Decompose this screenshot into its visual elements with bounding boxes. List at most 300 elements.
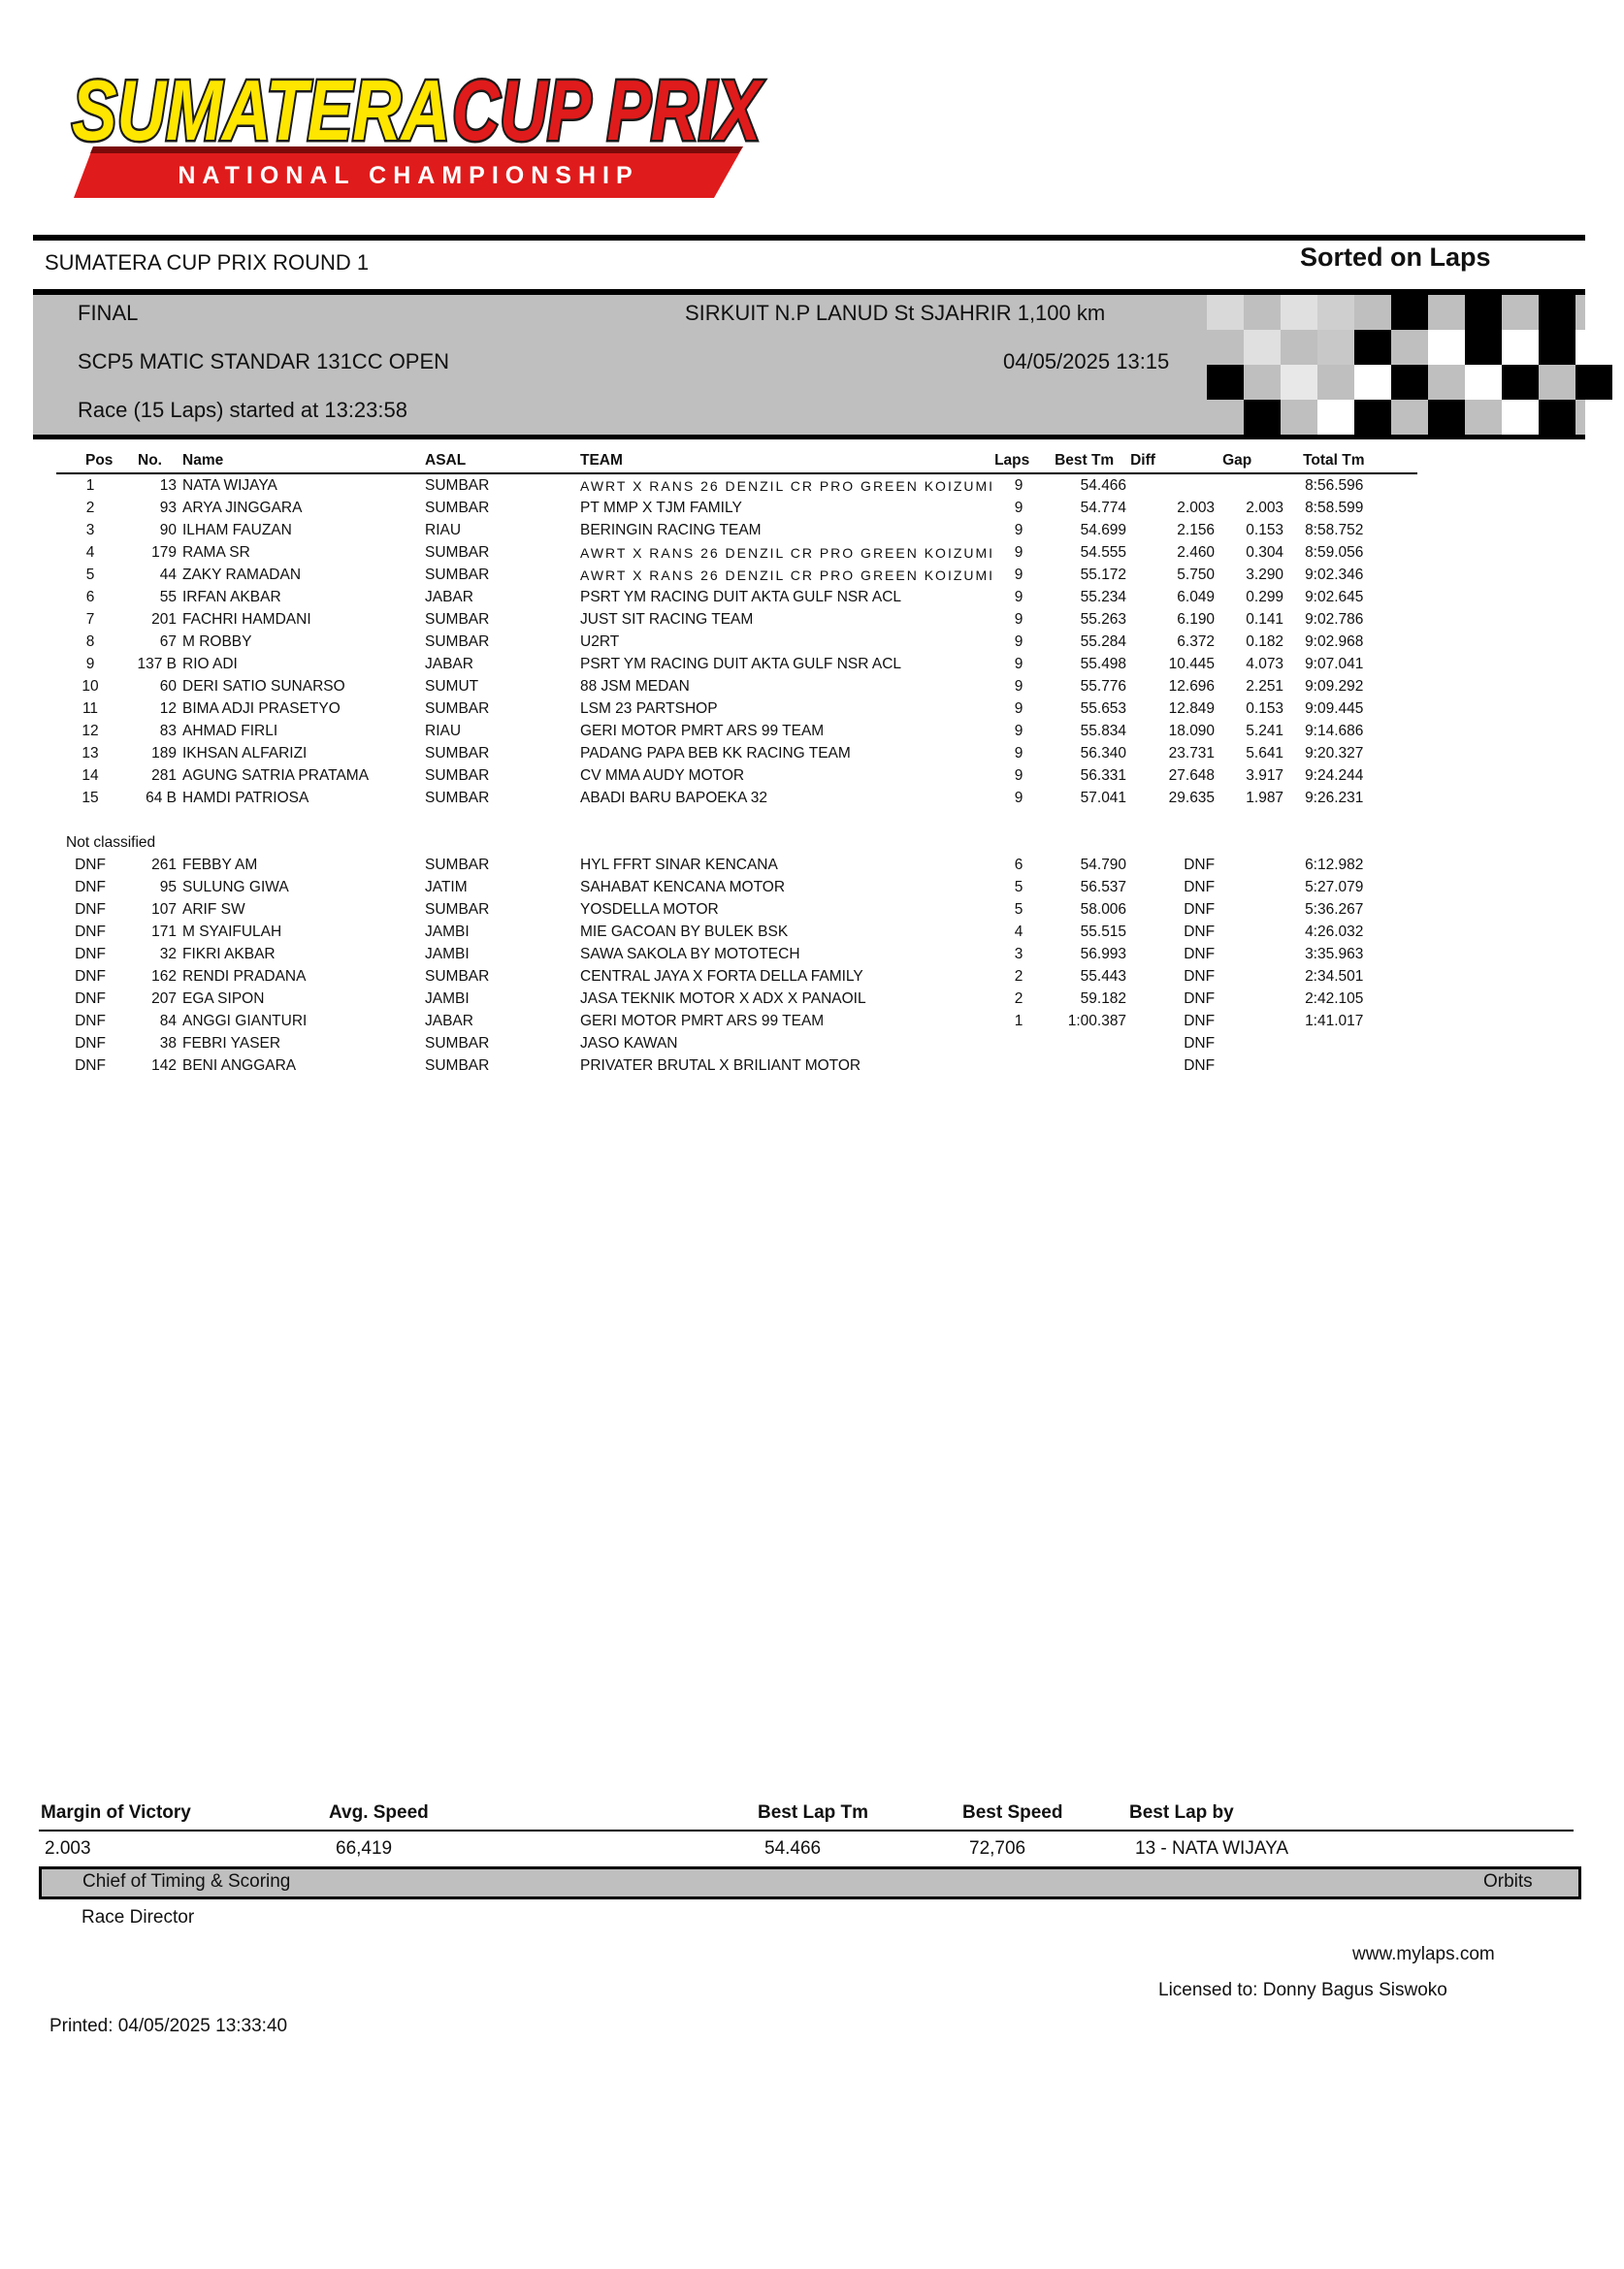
cell-diff: 12.849 [1168, 699, 1216, 717]
cell-laps: 9 [1014, 677, 1023, 695]
cell-team: AWRT X RANS 26 DENZIL CR PRO GREEN KOIZUMI [580, 567, 995, 583]
cell-asal: SUMBAR [425, 543, 490, 561]
cell-diff: DNF [1184, 1012, 1216, 1029]
cell-asal: SUMBAR [425, 610, 490, 628]
cell-gap: 0.299 [1246, 588, 1284, 605]
cell-laps: 9 [1014, 789, 1023, 806]
margin-label: Margin of Victory [41, 1802, 191, 1823]
cell-pos: DNF [75, 878, 106, 895]
cell-gap [1222, 921, 1295, 943]
cell-total-time: 4:26.032 [1305, 923, 1364, 940]
cell-gap [1222, 1054, 1295, 1077]
cell-total-time: 9:09.292 [1305, 677, 1364, 695]
not-classified-section [56, 809, 1417, 854]
cell-no: 201 [151, 610, 177, 628]
margin-value: 2.003 [45, 1838, 91, 1859]
cell-name: ARYA JINGGARA [182, 499, 303, 516]
cell-total-time: 8:58.599 [1305, 499, 1364, 516]
cell-asal: SUMBAR [425, 1034, 490, 1052]
cell-no: 107 [151, 900, 177, 918]
cell-laps [994, 1032, 1043, 1054]
cell-no: 137 B [137, 655, 177, 672]
cell-no: 90 [159, 521, 177, 538]
cell-gap: 0.182 [1246, 632, 1284, 650]
cell-diff: 2.460 [1177, 543, 1216, 561]
cell-diff: 5.750 [1177, 566, 1216, 583]
cell-laps: 9 [1014, 766, 1023, 784]
cell-best-time: 55.263 [1080, 610, 1127, 628]
cell-best-time: 54.699 [1080, 521, 1127, 538]
cell-pos: 6 [85, 588, 95, 605]
col-header-team: TEAM [580, 452, 994, 473]
cell-asal: SUMBAR [425, 856, 490, 873]
cell-team: YOSDELLA MOTOR [580, 900, 719, 918]
table-row [56, 675, 1417, 697]
cell-laps: 2 [1014, 967, 1023, 985]
classified-rows [56, 473, 1417, 809]
cell-total-time: 9:09.445 [1305, 699, 1364, 717]
cell-name: BENI ANGGARA [182, 1056, 297, 1074]
cell-pos: DNF [75, 856, 106, 873]
cell-asal: SUMUT [425, 677, 479, 695]
col-header-total: Total Tm [1295, 452, 1417, 473]
cell-diff: 29.635 [1168, 789, 1216, 806]
cell-pos: 5 [85, 566, 95, 583]
race-director-label: Race Director [81, 1907, 195, 1928]
cell-gap [1222, 876, 1295, 898]
cell-total-time: 1:41.017 [1305, 1012, 1364, 1029]
cell-gap [1222, 1032, 1295, 1054]
cell-name: AGUNG SATRIA PRATAMA [182, 766, 370, 784]
cell-best-time: 54.774 [1080, 499, 1127, 516]
cell-no: 83 [159, 722, 177, 739]
cell-asal: JAMBI [425, 945, 470, 962]
cell-team: HYL FFRT SINAR KENCANA [580, 856, 778, 873]
cell-pos: DNF [75, 923, 106, 940]
cell-name: FEBRI YASER [182, 1034, 281, 1052]
cell-pos: DNF [75, 1012, 106, 1029]
table-row [56, 764, 1417, 787]
cell-no: 207 [151, 989, 177, 1007]
cell-diff [1130, 473, 1222, 497]
col-header-diff: Diff [1130, 452, 1222, 473]
cell-pos: 13 [81, 744, 99, 762]
cell-no: 162 [151, 967, 177, 985]
cell-diff: 18.090 [1168, 722, 1216, 739]
licensed-text: Licensed to: Donny Bagus Siswoko [1158, 1980, 1447, 2000]
table-row [56, 965, 1417, 988]
cell-name: RAMA SR [182, 543, 250, 561]
cell-laps: 5 [1014, 900, 1023, 918]
cell-asal: SUMBAR [425, 566, 490, 583]
cell-best-time: 55.776 [1080, 677, 1127, 695]
col-header-laps: Laps [994, 452, 1043, 473]
cell-name: EGA SIPON [182, 989, 265, 1007]
footer-rule [39, 1830, 1574, 1831]
table-row [56, 1032, 1417, 1054]
cell-total-time: 2:42.105 [1305, 989, 1364, 1007]
cell-asal: RIAU [425, 521, 462, 538]
cell-team: CV MMA AUDY MOTOR [580, 766, 745, 784]
cell-total-time [1295, 1032, 1417, 1054]
cell-no: 95 [159, 878, 177, 895]
cell-best-time: 58.006 [1080, 900, 1127, 918]
cell-asal: JAMBI [425, 923, 470, 940]
cell-best-time: 55.284 [1080, 632, 1127, 650]
cell-gap: 5.641 [1246, 744, 1284, 762]
cell-asal: SUMBAR [425, 499, 490, 516]
cell-gap: 5.241 [1246, 722, 1284, 739]
cell-pos: 4 [85, 543, 95, 561]
cell-team: BERINGIN RACING TEAM [580, 521, 762, 538]
cell-pos: 15 [81, 789, 99, 806]
results-table [56, 452, 1417, 1077]
cell-no: 64 B [146, 789, 177, 806]
cell-asal: JABAR [425, 588, 473, 605]
best-lap-label: Best Lap Tm [758, 1802, 869, 1823]
cell-diff: 6.372 [1177, 632, 1216, 650]
cell-best-time: 55.443 [1080, 967, 1127, 985]
col-header-asal: ASAL [425, 452, 580, 473]
cell-team: U2RT [580, 632, 620, 650]
avg-speed-value: 66,419 [336, 1838, 393, 1859]
cell-pos: DNF [75, 989, 106, 1007]
cell-best-time: 54.790 [1080, 856, 1127, 873]
race-datetime: 04/05/2025 13:15 [1003, 349, 1170, 373]
cell-pos: 7 [85, 610, 95, 628]
cell-laps: 9 [1014, 521, 1023, 538]
cell-diff: DNF [1184, 900, 1216, 918]
cell-pos: 14 [81, 766, 99, 784]
col-header-gap: Gap [1222, 452, 1295, 473]
cell-diff: DNF [1184, 856, 1216, 873]
cell-no: 12 [159, 699, 177, 717]
cell-pos: 10 [81, 677, 99, 695]
cell-pos: DNF [75, 967, 106, 985]
header-bottom-rule [33, 435, 1585, 439]
cell-total-time: 9:02.786 [1305, 610, 1364, 628]
cell-gap: 0.153 [1246, 521, 1284, 538]
cell-pos: 1 [85, 476, 95, 494]
cell-laps [994, 1054, 1043, 1077]
cell-diff: DNF [1184, 967, 1216, 985]
cell-name: IKHSAN ALFARIZI [182, 744, 308, 762]
cell-pos: 12 [81, 722, 99, 739]
cell-pos: 9 [85, 655, 95, 672]
cell-name: FEBBY AM [182, 856, 258, 873]
cell-best-time: 57.041 [1080, 789, 1127, 806]
table-header-row [56, 452, 1417, 473]
cell-name: SULUNG GIWA [182, 878, 289, 895]
cell-laps: 9 [1014, 699, 1023, 717]
cell-gap: 3.290 [1246, 566, 1284, 583]
cell-best-time: 55.172 [1080, 566, 1127, 583]
not-classified-rows [56, 854, 1417, 1077]
cell-total-time [1295, 1054, 1417, 1077]
table-row [56, 1054, 1417, 1077]
cell-no: 171 [151, 923, 177, 940]
chief-timing-band [39, 1866, 1581, 1899]
cell-best-time [1043, 1054, 1130, 1077]
cell-asal: SUMBAR [425, 900, 490, 918]
cell-pos: 3 [85, 521, 95, 538]
cell-laps: 9 [1014, 610, 1023, 628]
cell-total-time: 9:26.231 [1305, 789, 1364, 806]
cell-laps: 4 [1014, 923, 1023, 940]
cell-diff: DNF [1184, 945, 1216, 962]
cell-diff: 6.190 [1177, 610, 1216, 628]
circuit-name: SIRKUIT N.P LANUD St SJAHRIR 1,100 km [685, 301, 1106, 325]
cell-team: PT MMP X TJM FAMILY [580, 499, 742, 516]
cell-gap: 4.073 [1246, 655, 1284, 672]
best-speed-value: 72,706 [969, 1838, 1026, 1859]
cell-total-time: 9:02.645 [1305, 588, 1364, 605]
cell-gap: 0.141 [1246, 610, 1284, 628]
cell-best-time: 54.466 [1080, 476, 1127, 494]
cell-no: 93 [159, 499, 177, 516]
cell-best-time [1043, 1032, 1130, 1054]
cell-name: BIMA ADJI PRASETYO [182, 699, 341, 717]
cell-best-time: 55.498 [1080, 655, 1127, 672]
table-row [56, 519, 1417, 541]
cell-laps: 9 [1014, 476, 1023, 494]
class-name: SCP5 MATIC STANDAR 131CC OPEN [78, 349, 450, 373]
event-title: SUMATERA CUP PRIX ROUND 1 [45, 250, 370, 275]
table-row [56, 876, 1417, 898]
table-row [56, 943, 1417, 965]
table-row [56, 1010, 1417, 1032]
cell-gap: 1.987 [1246, 789, 1284, 806]
cell-no: 261 [151, 856, 177, 873]
cell-team: JASA TEKNIK MOTOR X ADX X PANAOIL [580, 989, 866, 1007]
table-row [56, 854, 1417, 876]
cell-total-time: 9:02.968 [1305, 632, 1364, 650]
table-row [56, 631, 1417, 653]
cell-team: CENTRAL JAYA X FORTA DELLA FAMILY [580, 967, 863, 985]
cell-best-time: 55.834 [1080, 722, 1127, 739]
logo-title-part1: SUMATERA [72, 62, 450, 158]
cell-laps: 1 [1014, 1012, 1023, 1029]
cell-name: ANGGI GIANTURI [182, 1012, 308, 1029]
cell-name: FACHRI HAMDANI [182, 610, 311, 628]
cell-total-time: 8:58.752 [1305, 521, 1364, 538]
cell-team: SAWA SAKOLA BY MOTOTECH [580, 945, 800, 962]
cell-total-time: 8:59.056 [1305, 543, 1364, 561]
best-lap-by-value: 13 - NATA WIJAYA [1135, 1838, 1289, 1859]
cell-laps: 3 [1014, 945, 1023, 962]
table-row [56, 608, 1417, 631]
cell-team: GERI MOTOR PMRT ARS 99 TEAM [580, 1012, 825, 1029]
cell-name: HAMDI PATRIOSA [182, 789, 309, 806]
cell-total-time: 8:56.596 [1305, 476, 1364, 494]
table-row [56, 787, 1417, 809]
cell-team: PSRT YM RACING DUIT AKTA GULF NSR ACL [580, 588, 902, 605]
cell-best-time: 59.182 [1080, 989, 1127, 1007]
cell-name: M SYAIFULAH [182, 923, 282, 940]
cell-diff: 10.445 [1168, 655, 1216, 672]
col-header-best: Best Tm [1043, 452, 1130, 473]
cell-asal: SUMBAR [425, 699, 490, 717]
cell-asal: JABAR [425, 1012, 473, 1029]
cell-diff: DNF [1184, 878, 1216, 895]
best-speed-label: Best Speed [962, 1802, 1063, 1823]
table-row [56, 742, 1417, 764]
cell-best-time: 56.537 [1080, 878, 1127, 895]
cell-pos: DNF [75, 1056, 106, 1074]
cell-gap: 0.304 [1246, 543, 1284, 561]
cell-gap [1222, 898, 1295, 921]
cell-pos: DNF [75, 900, 106, 918]
cell-total-time: 2:34.501 [1305, 967, 1364, 985]
cell-team: JASO KAWAN [580, 1034, 678, 1052]
cell-gap [1222, 1010, 1295, 1032]
cell-pos: 2 [85, 499, 95, 516]
best-lap-by-label: Best Lap by [1129, 1802, 1234, 1823]
website-text: www.mylaps.com [1352, 1944, 1495, 1964]
chief-label: Chief of Timing & Scoring [82, 1871, 291, 1892]
sort-title: Sorted on Laps [1300, 243, 1491, 272]
cell-laps: 2 [1014, 989, 1023, 1007]
cell-asal: SUMBAR [425, 476, 490, 494]
cell-team: AWRT X RANS 26 DENZIL CR PRO GREEN KOIZUMI [580, 477, 995, 494]
not-classified-label: Not classified [66, 833, 156, 851]
session-name: FINAL [78, 301, 139, 325]
cell-no: 44 [159, 566, 177, 583]
cell-best-time: 56.340 [1080, 744, 1127, 762]
cell-total-time: 9:24.244 [1305, 766, 1364, 784]
cell-no: 84 [159, 1012, 177, 1029]
avg-speed-label: Avg. Speed [329, 1802, 429, 1823]
cell-laps: 6 [1014, 856, 1023, 873]
cell-no: 13 [159, 476, 177, 494]
cell-gap: 2.003 [1246, 499, 1284, 516]
cell-laps: 9 [1014, 655, 1023, 672]
cell-gap [1222, 988, 1295, 1010]
cell-total-time: 9:20.327 [1305, 744, 1364, 762]
cell-name: ARIF SW [182, 900, 245, 918]
cell-diff: DNF [1184, 1034, 1216, 1052]
table-row [56, 564, 1417, 586]
cell-asal: JATIM [425, 878, 468, 895]
cell-no: 60 [159, 677, 177, 695]
header-top-rule [33, 235, 1585, 241]
cell-total-time: 9:14.686 [1305, 722, 1364, 739]
cell-name: FIKRI AKBAR [182, 945, 276, 962]
cell-pos: DNF [75, 1034, 106, 1052]
table-row [56, 898, 1417, 921]
cell-asal: SUMBAR [425, 632, 490, 650]
cell-asal: JABAR [425, 655, 473, 672]
cell-team: ABADI BARU BAPOEKA 32 [580, 789, 767, 806]
cell-asal: SUMBAR [425, 1056, 490, 1074]
cell-team: JUST SIT RACING TEAM [580, 610, 754, 628]
cell-no: 55 [159, 588, 177, 605]
cell-no: 142 [151, 1056, 177, 1074]
cell-asal: JAMBI [425, 989, 470, 1007]
cell-asal: SUMBAR [425, 744, 490, 762]
cell-asal: RIAU [425, 722, 462, 739]
checkered-flag-graphic [1207, 295, 1624, 435]
cell-name: DERI SATIO SUNARSO [182, 677, 345, 695]
cell-team: MIE GACOAN BY BULEK BSK [580, 923, 789, 940]
cell-team: LSM 23 PARTSHOP [580, 699, 718, 717]
table-row [56, 541, 1417, 564]
cell-team: PRIVATER BRUTAL X BRILIANT MOTOR [580, 1056, 861, 1074]
cell-no: 38 [159, 1034, 177, 1052]
printed-timestamp: Printed: 04/05/2025 13:33:40 [49, 2016, 288, 2036]
cell-diff: 6.049 [1177, 588, 1216, 605]
cell-name: RENDI PRADANA [182, 967, 307, 985]
cell-gap [1222, 473, 1295, 497]
cell-laps: 9 [1014, 632, 1023, 650]
cell-diff: 12.696 [1168, 677, 1216, 695]
cell-pos: 11 [81, 699, 99, 717]
cell-diff: 27.648 [1168, 766, 1216, 784]
cell-diff: 2.003 [1177, 499, 1216, 516]
cell-name: AHMAD FIRLI [182, 722, 278, 739]
cell-team: 88 JSM MEDAN [580, 677, 690, 695]
orbits-label: Orbits [1483, 1871, 1533, 1892]
cell-gap [1222, 854, 1295, 876]
table-row [56, 497, 1417, 519]
cell-name: NATA WIJAYA [182, 476, 277, 494]
cell-diff: DNF [1184, 989, 1216, 1007]
cell-pos: DNF [75, 945, 106, 962]
cell-best-time: 1:00.387 [1067, 1012, 1127, 1029]
logo-subtitle: NATIONAL CHAMPIONSHIP [178, 162, 639, 189]
table-row [56, 473, 1417, 497]
cell-asal: SUMBAR [425, 789, 490, 806]
cell-diff: DNF [1184, 923, 1216, 940]
cell-laps: 9 [1014, 543, 1023, 561]
col-header-pos: Pos [56, 452, 124, 473]
cell-name: RIO ADI [182, 655, 238, 672]
table-row [56, 586, 1417, 608]
cell-total-time: 6:12.982 [1305, 856, 1364, 873]
cell-name: IRFAN AKBAR [182, 588, 281, 605]
cell-no: 179 [151, 543, 177, 561]
cell-name: M ROBBY [182, 632, 252, 650]
cell-laps: 9 [1014, 499, 1023, 516]
logo-title-part2: CUP PRIX [452, 62, 765, 158]
cell-total-time: 5:27.079 [1305, 878, 1364, 895]
cell-team: PADANG PAPA BEB KK RACING TEAM [580, 744, 851, 762]
cell-total-time: 9:07.041 [1305, 655, 1364, 672]
cell-team: PSRT YM RACING DUIT AKTA GULF NSR ACL [580, 655, 902, 672]
cell-gap: 0.153 [1246, 699, 1284, 717]
cell-gap [1222, 943, 1295, 965]
cell-best-time: 56.331 [1080, 766, 1127, 784]
table-row [56, 697, 1417, 720]
cell-total-time: 9:02.346 [1305, 566, 1364, 583]
cell-laps: 9 [1014, 566, 1023, 583]
table-row [56, 720, 1417, 742]
cell-diff: DNF [1184, 1056, 1216, 1074]
cell-diff: 23.731 [1168, 744, 1216, 762]
cell-no: 32 [159, 945, 177, 962]
cell-no: 67 [159, 632, 177, 650]
cell-laps: 9 [1014, 588, 1023, 605]
cell-best-time: 54.555 [1080, 543, 1127, 561]
cell-best-time: 55.515 [1080, 923, 1127, 940]
cell-diff: 2.156 [1177, 521, 1216, 538]
cell-best-time: 55.234 [1080, 588, 1127, 605]
col-header-no: No. [124, 452, 182, 473]
best-lap-value: 54.466 [764, 1838, 822, 1859]
cell-pos: 8 [85, 632, 95, 650]
cell-laps: 9 [1014, 744, 1023, 762]
sumatera-cup-prix-logo [64, 54, 772, 200]
